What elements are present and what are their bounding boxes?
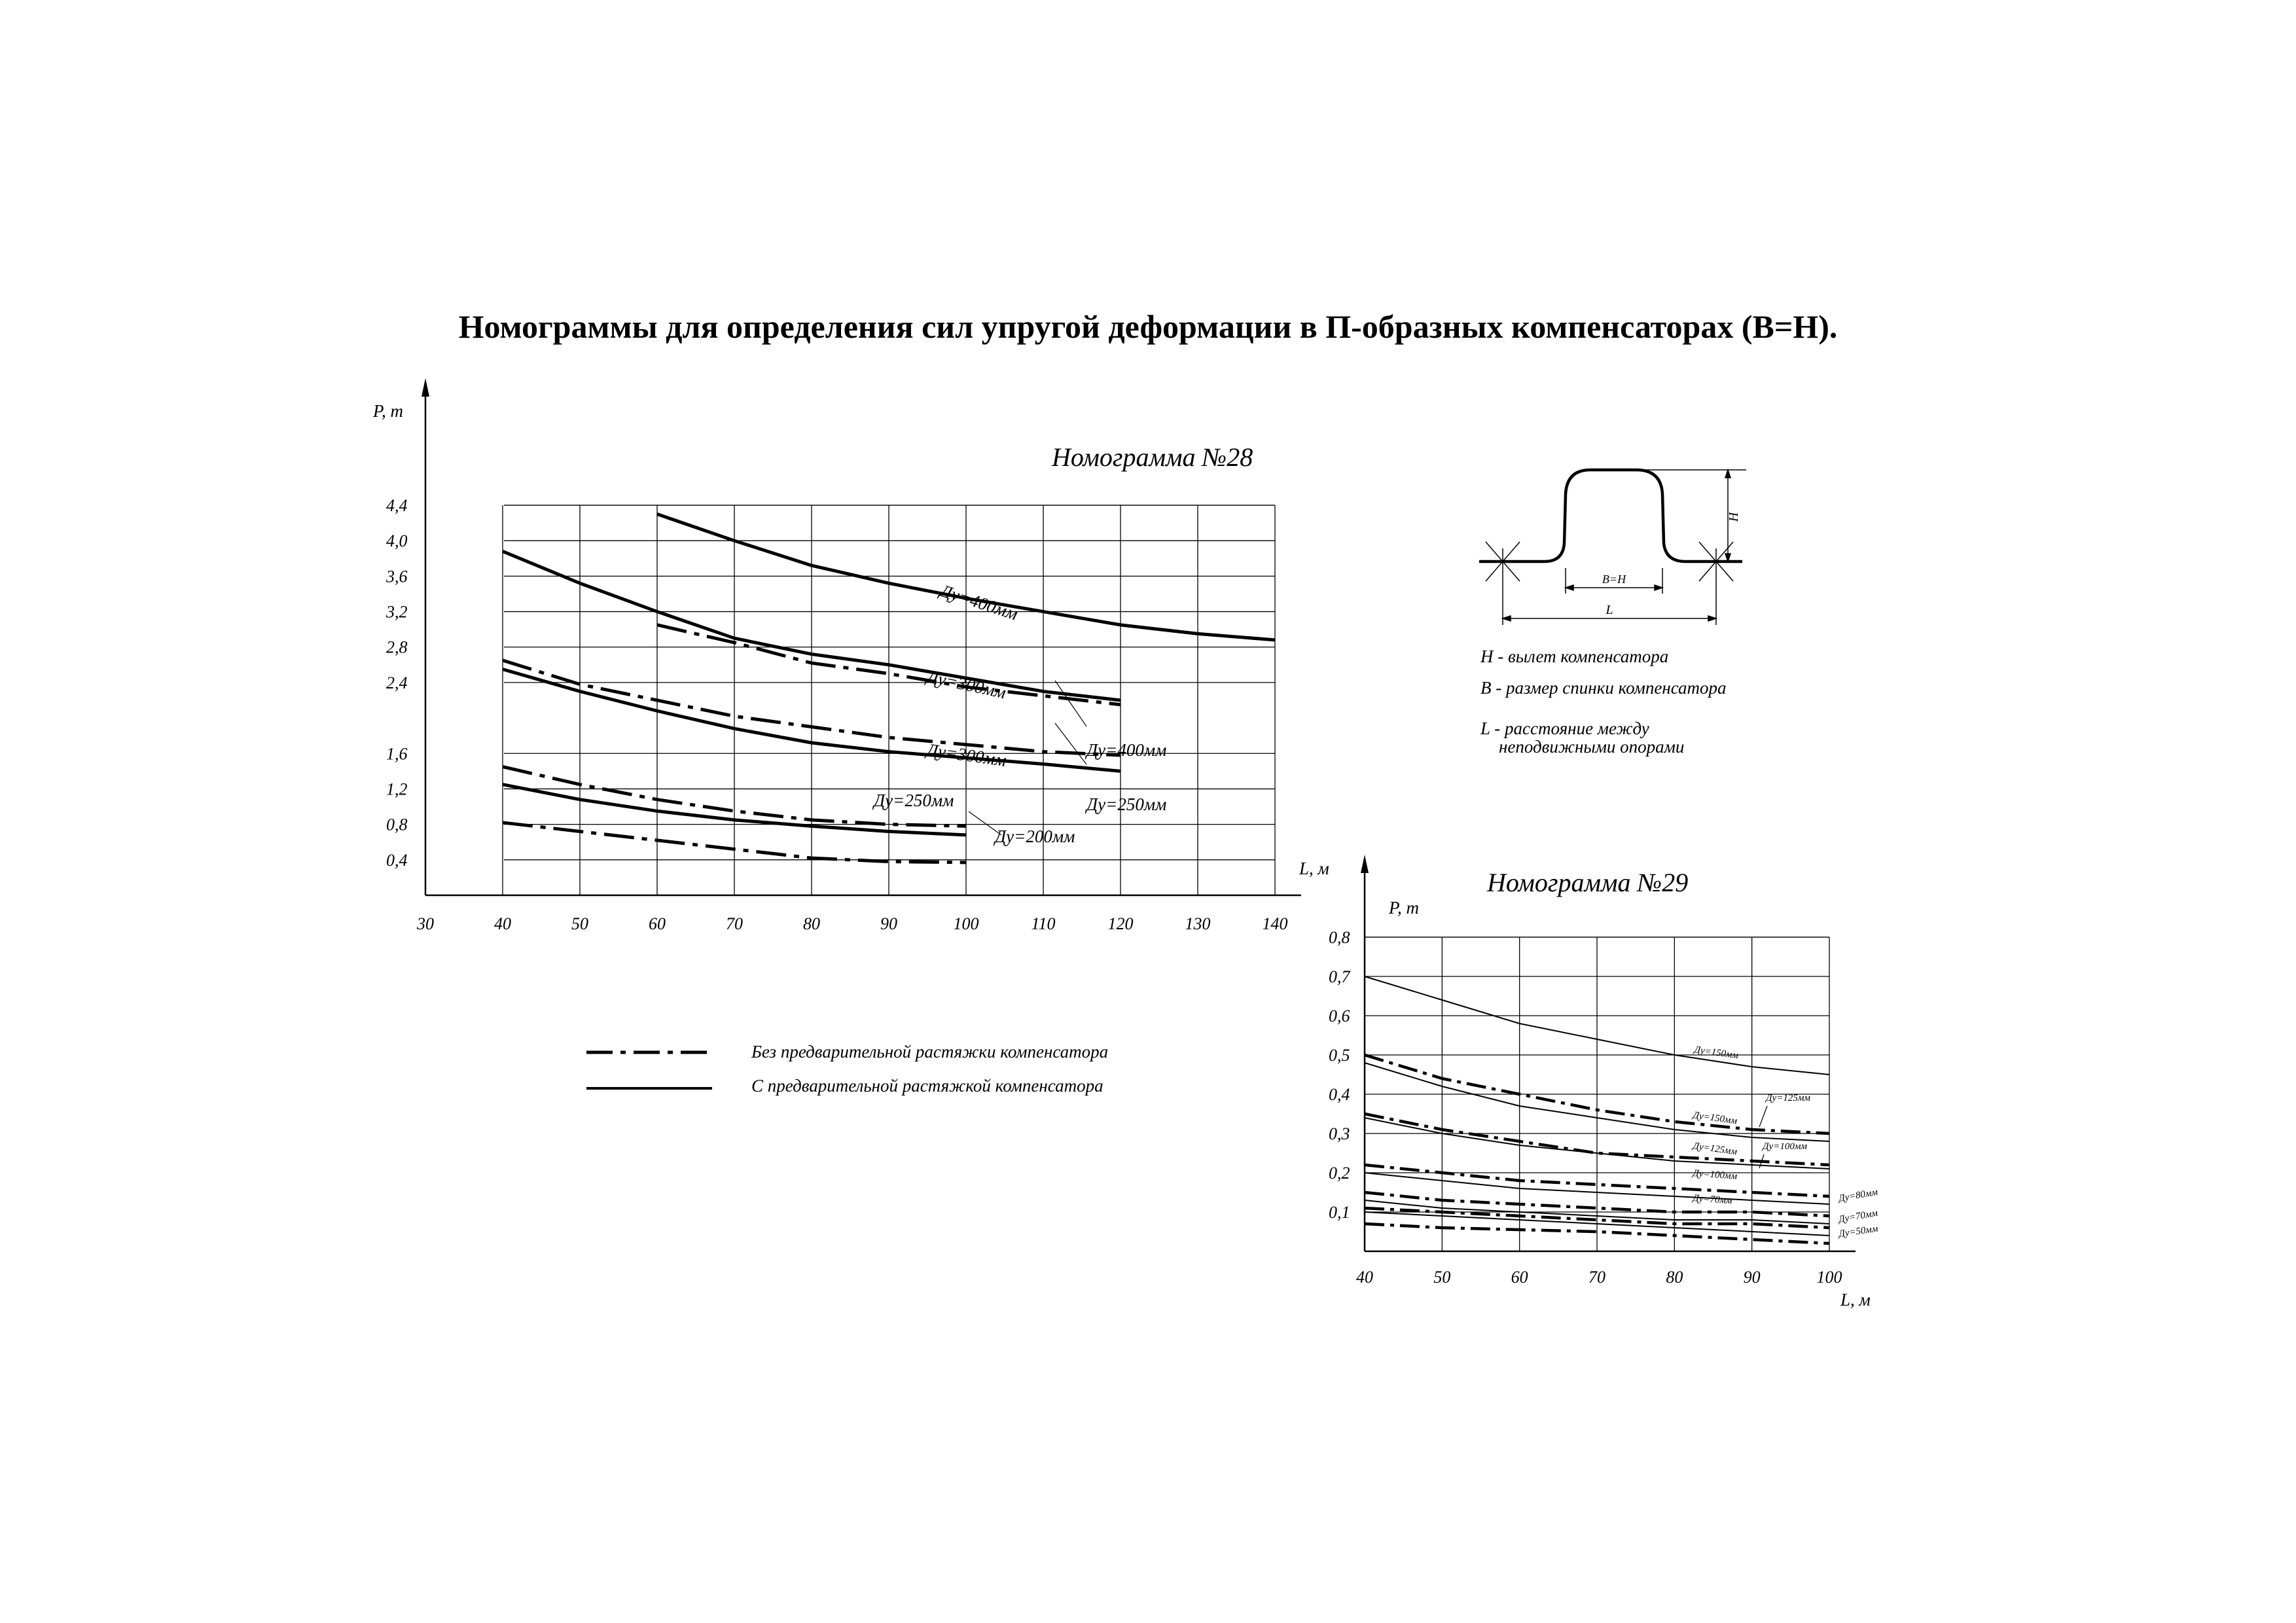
legend-item-with-stretch: С предварительной растяжкой компенсатора [751,1076,1103,1096]
y-tick-label: 0,8 [386,815,408,834]
curve-label: Ду=125мм [1766,1093,1810,1103]
curve-label: Ду=400мм [938,580,1020,624]
x-tick-label: 90 [880,914,897,933]
nomogram-28 [372,378,1329,933]
curve-label: Ду=250мм [874,791,954,810]
nomogram-29-y-ticks [1329,928,1351,1222]
x-tick-label: 60 [649,914,666,933]
curve-label: Ду=125мм [1692,1141,1738,1158]
curve-label: Ду=50мм [1838,1223,1879,1240]
nomogram-29-x-ticks [1356,1268,1842,1287]
nomogram-29-axes [1361,855,1856,1251]
dimension-b-label: B=H [1602,573,1626,586]
support-left-mark [1486,542,1520,625]
y-tick-label: 3,2 [386,602,408,622]
nomogram-28-labels [872,580,1166,846]
x-tick-label: 70 [1588,1268,1605,1287]
y-tick-label: 2,8 [386,637,408,657]
y-tick-label: 4,0 [386,531,408,551]
curve-label: Ду=150мм [1693,1044,1739,1061]
y-tick-label: 0,5 [1329,1046,1350,1065]
y-tick-label: 0,3 [1329,1124,1350,1143]
y-axis-arrow [422,378,429,397]
nomogram-29-leaders [1759,1106,1767,1168]
x-tick-label: 110 [1031,914,1056,933]
nomogram-29-title: Номограмма №29 [1487,868,1689,897]
x-tick-label: 40 [494,914,511,933]
page-title: Номограммы для определения сил упругой деформации в П-образных компенсаторах (В=Н). [458,308,1838,345]
curve-label: Ду=200мм [995,827,1075,846]
compensator-schematic [1479,470,1746,757]
note-l: L - расстояние между [1480,719,1649,738]
curve-label: Ду=70мм [1692,1193,1733,1207]
curve-label: Ду=80мм [1837,1186,1879,1204]
y-tick-label: 0,4 [1329,1085,1350,1104]
x-tick-label: 80 [803,914,820,933]
legend-item-without-stretch: Без предварительной растяжки компенсатора [751,1042,1109,1061]
x-tick-label: 80 [1666,1268,1683,1287]
x-tick-label: 120 [1107,914,1134,933]
curve-label: Ду=100мм [1763,1141,1807,1152]
y-tick-label: 3,6 [386,567,408,586]
x-tick-label: 40 [1356,1268,1373,1287]
curve-label: Ду=250мм [1086,794,1167,814]
dimension-lines [1503,470,1746,621]
label-leader-1 [1055,723,1086,764]
y-tick-label: 4,4 [386,496,408,515]
curve-label: Ду=300мм [925,740,1008,770]
x-tick-label: 70 [726,914,743,933]
dimension-h-label: H [1727,512,1741,522]
curve-label: Ду=70мм [1837,1207,1879,1225]
x-tick-label: 50 [571,914,588,933]
curve-label: Ду=100мм [1692,1168,1738,1182]
nomogram-29-labels [1691,1044,1878,1240]
y-tick-label: 1,2 [386,779,408,799]
y-tick-label: 0,8 [1329,928,1350,947]
nomogram-28-x-ticks [416,914,1288,933]
nomogram-29 [1329,855,1879,1310]
x-tick-label: 60 [1511,1268,1528,1287]
y-tick-label: 0,2 [1329,1164,1350,1183]
x-tick-label: 130 [1185,914,1211,933]
note-b: В - размер спинки компенсатора [1480,678,1727,698]
x-tick-label: 90 [1743,1268,1761,1287]
y-tick-label: 1,6 [386,744,408,764]
x-tick-label: 100 [1816,1268,1842,1287]
nomogram-28-x-axis-label: L, м [1299,859,1329,878]
y-tick-label: 2,4 [386,673,408,692]
note-h: Н - вылет компенсатора [1480,647,1669,666]
y-axis-arrow [1361,855,1369,873]
x-tick-label: 100 [953,914,979,933]
curve-label: Ду=400мм [1086,740,1167,760]
nomogram-28-y-ticks [386,496,408,870]
label-leader-0 [1055,681,1086,726]
x-tick-label: 30 [417,914,434,933]
y-tick-label: 0,7 [1329,967,1350,986]
nomogram-29-y-axis-label: P, т [1389,898,1420,918]
dimension-l-label: L [1605,603,1613,617]
y-tick-label: 0,4 [386,850,408,870]
compensator-pipe [1479,470,1742,562]
nomogram-29-x-axis-label: L, м [1840,1290,1871,1310]
x-tick-label: 50 [1433,1268,1451,1287]
nomogram-29-grid [1365,937,1829,1251]
nomogram-28-title: Номограмма №28 [1052,442,1253,472]
note-l-cont: неподвижными опорами [1499,737,1685,757]
nomogram-28-y-axis-label: P, т [373,401,404,421]
curve-label: Ду=150мм [1692,1110,1738,1127]
label-leader-0 [1759,1106,1767,1127]
legend [586,1042,1108,1096]
x-tick-label: 140 [1262,914,1288,933]
y-tick-label: 0,1 [1329,1203,1350,1222]
y-tick-label: 0,6 [1329,1007,1350,1026]
curve-label: Ду=300мм [925,666,1008,703]
